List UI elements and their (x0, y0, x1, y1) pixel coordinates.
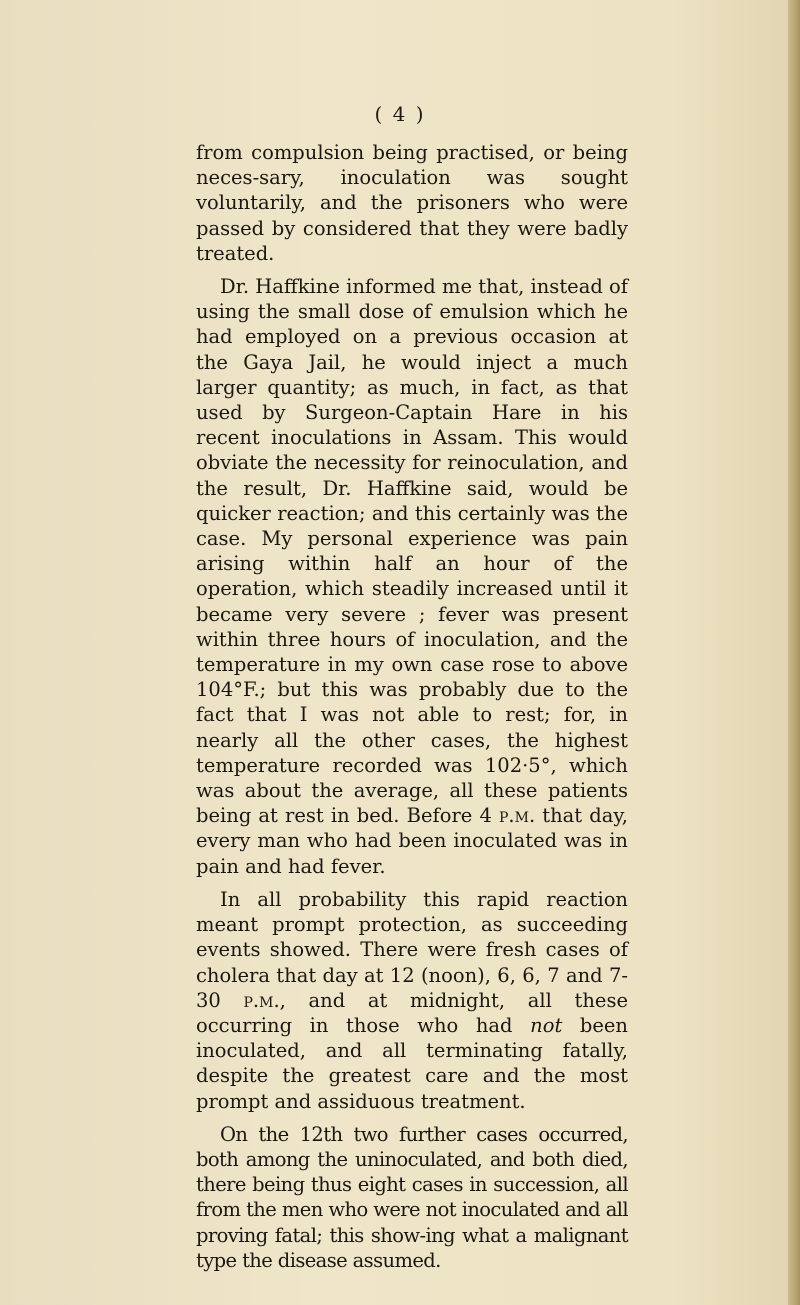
paragraph-3: In all probability this rapid reaction meant prompt protection, as succeeding events showed. There were fresh cases of cholera that day at 12 (noon), 6, 6, 7 and 7-30 p.m., and at midnight, all these occurring in those who had not been inoculated, and all terminating fatally, despite the greatest care and the most prompt and assiduous treatment. (196, 887, 629, 1113)
body-text (196, 140, 628, 1273)
page-edge-shadow (788, 0, 800, 1305)
paragraph-2: Dr. Haffkine informed me that, instead of using the small dose of emulsion which he had employed on a previous occasion at the Gaya Jail, he would inject a much larger quantity; as much, in fact, as that used by Surgeon-Captain Hare in his recent inoculations in Assam. This would obviate the necessity for reinoculation, and the result, Dr. Haffkine said, would be quicker reaction; and this certainly was the case. My personal experience was pain arising within half an hour of the operation, which steadily increased until it became very severe ; fever was present within three hours of inoculation, and the temperature in my own case rose to above 104°F.; but this was probably due to the fact that I was not able to rest; for, in nearly all the other cases, the highest temperature recorded was 102·5°, which was about the average, all these patients being at rest in bed. Before 4 p.m. that day, every man who had been inoculated was in pain and had fever. (196, 275, 628, 878)
page-number: ( 4 ) (374, 102, 426, 126)
paragraph-1: from compulsion being practised, or being neces-sary, inoculation was sought voluntarily, and the prisoners who were passed by considered that they were badly treated. (196, 141, 628, 265)
paragraph-4: On the 12th two further cases occurred, both among the uninoculated, and both died, there being thus eight cases in succession, all from the men who were not inoculated and all proving fatal; this show-ing what a malignant type the disease assumed. (196, 1122, 628, 1272)
